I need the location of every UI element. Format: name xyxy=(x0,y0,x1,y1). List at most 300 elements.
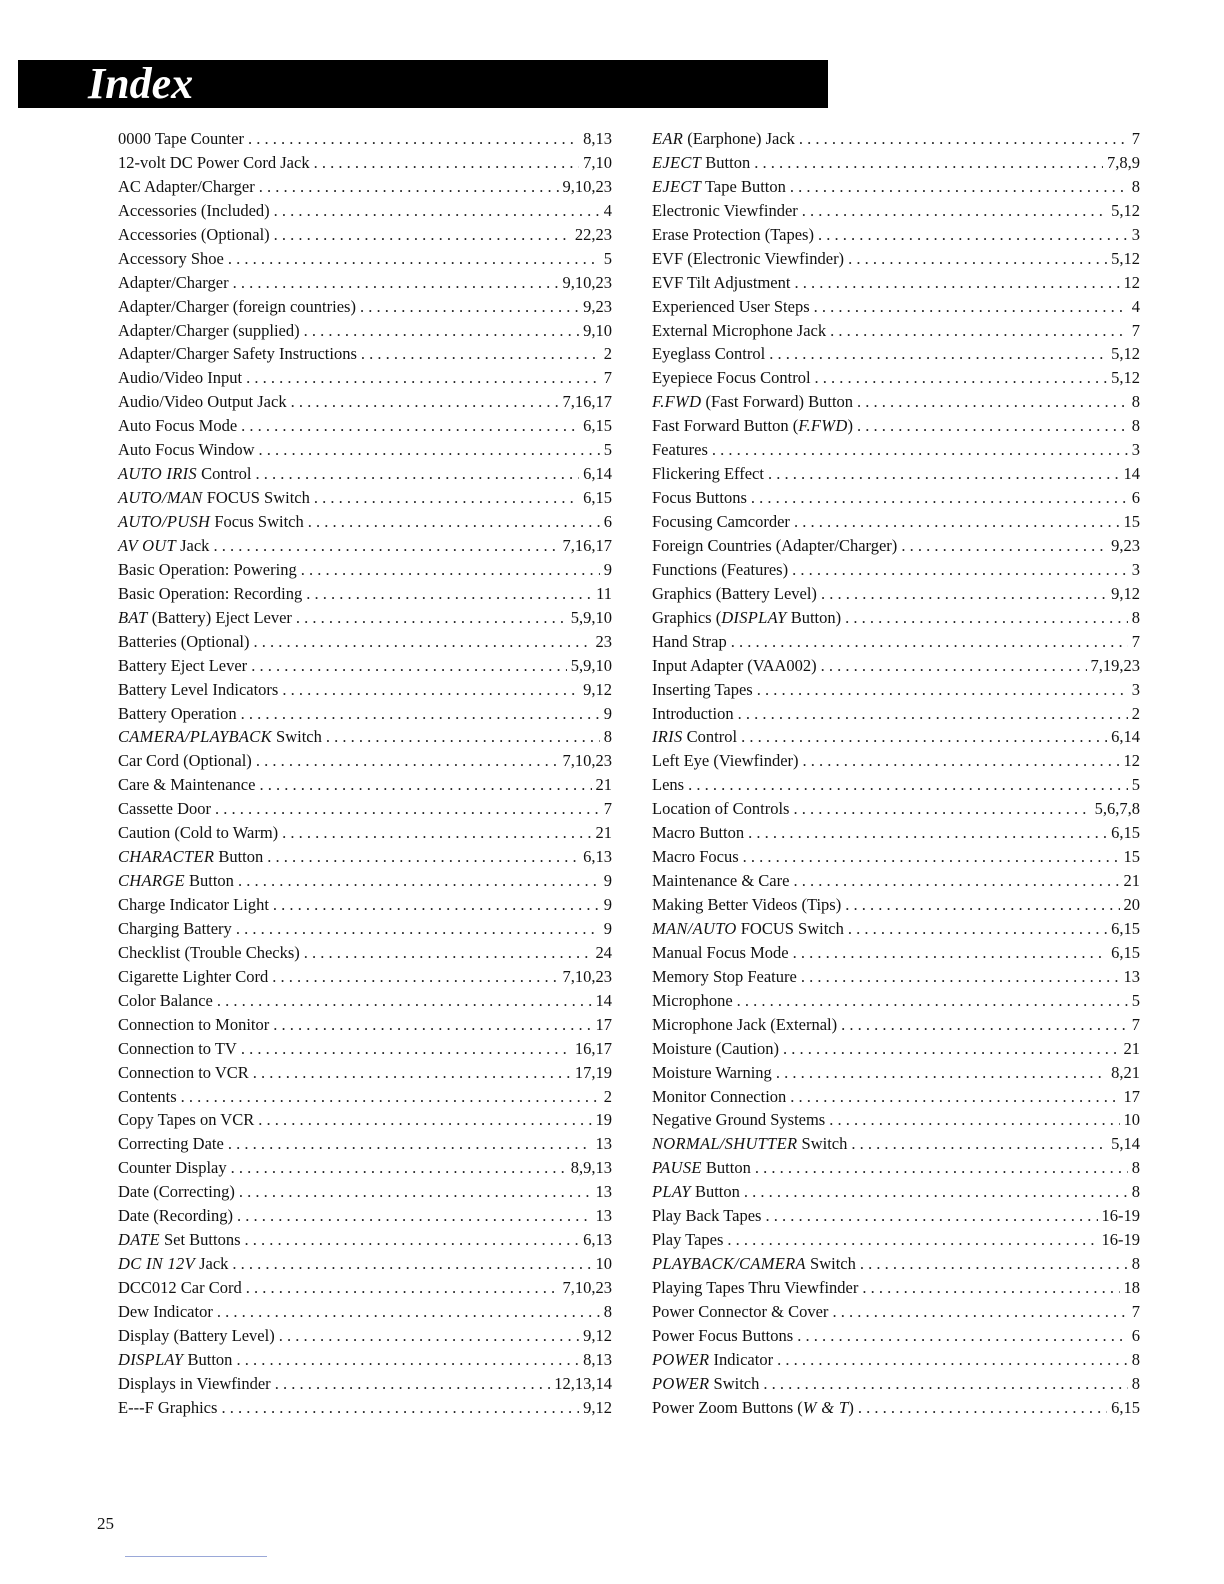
dot-leader xyxy=(755,1158,1128,1178)
index-term-keyword: DISPLAY xyxy=(118,1349,184,1369)
index-term xyxy=(652,249,844,269)
index-term-text: E---F Graphics xyxy=(118,1397,218,1417)
index-term xyxy=(118,991,213,1011)
index-entry xyxy=(118,1039,612,1063)
index-page-refs: 9,12 xyxy=(583,1325,612,1345)
index-term-text: Button xyxy=(183,1349,233,1369)
index-entry xyxy=(652,799,1140,823)
index-page-refs: 8,21 xyxy=(1111,1062,1140,1082)
index-term xyxy=(118,1254,228,1274)
index-page-refs: 6,15 xyxy=(1111,823,1140,843)
index-page-refs: 18 xyxy=(1123,1278,1140,1297)
index-entry xyxy=(652,1134,1140,1158)
dot-leader xyxy=(793,799,1090,819)
index-term xyxy=(652,967,797,987)
index-term xyxy=(652,464,764,484)
index-term-keyword: DISPLAY xyxy=(721,607,787,627)
dot-leader xyxy=(741,727,1107,747)
index-page-refs: 5,12 xyxy=(1111,344,1140,364)
index-term-text: Electronic Viewfinder xyxy=(652,200,798,220)
index-entry xyxy=(652,1326,1140,1350)
dot-leader xyxy=(314,153,580,173)
dot-leader xyxy=(841,1015,1128,1035)
index-entry xyxy=(652,847,1140,871)
index-term xyxy=(652,632,727,652)
dot-leader xyxy=(246,368,600,388)
index-term-keyword: IRIS xyxy=(652,727,683,747)
dot-leader xyxy=(272,967,558,987)
index-page-refs: 8 xyxy=(1131,392,1140,412)
dot-leader xyxy=(797,1326,1128,1346)
index-term-keyword: F.FWD xyxy=(798,416,848,436)
index-entry xyxy=(118,368,612,392)
index-term xyxy=(118,799,211,819)
index-page-refs: 13 xyxy=(595,1182,612,1202)
index-entry xyxy=(652,225,1140,249)
index-term-text: Play Tapes xyxy=(652,1230,724,1250)
index-page-refs: 3 xyxy=(1131,440,1140,460)
index-term xyxy=(652,177,786,197)
index-page-refs: 8 xyxy=(1131,1254,1140,1274)
index-term-keyword: AUTO/MAN xyxy=(118,488,203,508)
index-term-text: Adapter/Charger xyxy=(118,272,229,292)
index-page-refs: 7 xyxy=(1131,1301,1140,1321)
index-entry xyxy=(118,967,612,991)
index-entry xyxy=(118,632,612,656)
index-term-keyword: F.FWD xyxy=(652,392,702,412)
index-term xyxy=(118,967,268,987)
index-term-text: Auto Focus Window xyxy=(118,440,255,460)
index-page-refs: 4 xyxy=(603,200,612,220)
index-term-keyword: POWER xyxy=(652,1349,710,1369)
dot-leader xyxy=(738,704,1128,724)
dot-leader xyxy=(228,249,600,269)
index-page-refs: 3 xyxy=(1131,559,1140,579)
index-page-refs: 9,10,23 xyxy=(562,176,612,196)
index-entry xyxy=(652,153,1140,177)
index-entry xyxy=(652,321,1140,345)
index-term xyxy=(118,1374,271,1394)
index-page-refs: 6 xyxy=(1131,1325,1140,1345)
index-entry xyxy=(118,943,612,967)
dot-leader xyxy=(239,1182,592,1202)
dot-leader xyxy=(228,1134,592,1154)
index-entry xyxy=(118,656,612,680)
index-term xyxy=(118,392,287,412)
index-column-left xyxy=(118,129,612,1422)
index-term-text: Erase Protection (Tapes) xyxy=(652,224,814,244)
index-term xyxy=(652,1206,761,1226)
index-term-text: Correcting Date xyxy=(118,1134,224,1154)
dot-leader xyxy=(258,1110,591,1130)
index-term-text: Counter Display xyxy=(118,1158,227,1178)
index-term-text: Battery Eject Lever xyxy=(118,655,248,675)
index-term xyxy=(118,1063,249,1083)
index-term-text: Accessories (Included) xyxy=(118,200,270,220)
index-entry xyxy=(652,1087,1140,1111)
index-entry xyxy=(652,775,1140,799)
index-term-text: ) xyxy=(847,416,854,436)
index-term xyxy=(652,1254,856,1274)
dot-leader xyxy=(799,129,1128,149)
index-term-text: Battery Operation xyxy=(118,703,237,723)
index-page-refs: 7 xyxy=(603,368,612,388)
index-page-refs: 10 xyxy=(1123,1110,1140,1130)
dot-leader xyxy=(790,177,1128,197)
index-page-refs: 5,9,10 xyxy=(570,607,612,627)
index-term-text: Graphics (Battery Level) xyxy=(652,583,817,603)
dot-leader xyxy=(267,847,579,867)
index-page-refs: 2 xyxy=(603,1086,612,1106)
index-term-text: Dew Indicator xyxy=(118,1301,213,1321)
index-term-text: AC Adapter/Charger xyxy=(118,176,255,196)
index-entry xyxy=(118,201,612,225)
index-term xyxy=(118,344,357,364)
dot-leader xyxy=(688,775,1128,795)
dot-leader xyxy=(776,1063,1107,1083)
index-entry xyxy=(652,751,1140,775)
index-term-text: Basic Operation: Recording xyxy=(118,583,303,603)
index-page-refs: 7,16,17 xyxy=(562,535,612,555)
index-entry xyxy=(652,201,1140,225)
index-term xyxy=(118,1039,237,1059)
dot-leader xyxy=(251,656,567,676)
index-term xyxy=(118,201,270,221)
index-page-refs: 21 xyxy=(1123,1038,1140,1058)
dot-leader xyxy=(259,440,600,460)
index-term-text: EVF Tilt Adjustment xyxy=(652,272,791,292)
index-page-refs: 8,9,13 xyxy=(570,1158,612,1178)
index-term-prefix: Power Zoom Buttons ( xyxy=(652,1397,803,1417)
index-term-text: Button xyxy=(701,152,751,172)
index-page-refs: 6 xyxy=(603,512,612,531)
dot-leader xyxy=(845,895,1119,915)
dot-leader xyxy=(768,464,1120,484)
index-term-keyword: EJECT xyxy=(652,176,702,196)
dot-leader xyxy=(308,512,600,532)
dot-leader xyxy=(769,344,1107,364)
index-page-refs: 5,12 xyxy=(1111,248,1140,268)
index-term xyxy=(118,632,250,652)
dot-leader xyxy=(246,1278,559,1298)
index-entry xyxy=(652,368,1140,392)
dot-leader xyxy=(815,368,1108,388)
dot-leader xyxy=(217,991,592,1011)
index-entry xyxy=(118,1110,612,1134)
index-term-keyword: PLAYBACK/CAMERA xyxy=(652,1254,806,1274)
index-term xyxy=(652,943,789,963)
dot-leader xyxy=(830,321,1128,341)
dot-leader xyxy=(361,344,600,364)
index-term xyxy=(118,440,255,460)
index-entry xyxy=(652,560,1140,584)
index-term xyxy=(652,512,790,532)
index-entry xyxy=(652,512,1140,536)
dot-leader xyxy=(794,273,1119,293)
index-entry xyxy=(118,129,612,153)
index-entry xyxy=(118,1230,612,1254)
index-term xyxy=(118,823,278,843)
index-entry xyxy=(652,464,1140,488)
index-page-refs: 3 xyxy=(1131,224,1140,244)
index-entry xyxy=(118,344,612,368)
index-page-refs: 5 xyxy=(1131,775,1140,795)
dot-leader xyxy=(801,967,1120,987)
dot-leader xyxy=(783,1039,1120,1059)
index-page-refs: 7 xyxy=(1131,1014,1140,1034)
index-page-refs: 7,10,23 xyxy=(562,1278,612,1297)
dot-leader xyxy=(818,225,1128,245)
index-term-text: Button xyxy=(690,1182,740,1202)
dot-leader xyxy=(233,273,559,293)
index-term-text: (Battery) Eject Lever xyxy=(147,607,292,627)
index-term xyxy=(652,871,789,891)
index-column-right xyxy=(652,129,1140,1422)
index-term xyxy=(118,225,270,245)
index-term-text: Cassette Door xyxy=(118,799,212,819)
index-term-text: Switch xyxy=(797,1134,848,1154)
index-page-refs: 16-19 xyxy=(1101,1206,1140,1226)
dot-leader xyxy=(238,871,600,891)
index-page-refs: 6,15 xyxy=(583,488,612,508)
index-entry xyxy=(652,249,1140,273)
index-entry xyxy=(652,1254,1140,1278)
index-page-refs: 14 xyxy=(1123,464,1140,484)
dot-leader xyxy=(754,153,1103,173)
index-term xyxy=(652,416,853,436)
index-page-refs: 7 xyxy=(1131,129,1140,148)
index-term-text: Connection to Monitor xyxy=(118,1014,270,1034)
dot-leader xyxy=(241,416,579,436)
index-entry xyxy=(118,560,612,584)
index-term-text: Caution (Cold to Warm) xyxy=(118,823,279,843)
index-term-text: Connection to VCR xyxy=(118,1062,249,1082)
index-entry xyxy=(118,1326,612,1350)
index-page-refs: 15 xyxy=(1123,847,1140,867)
index-page-refs: 24 xyxy=(595,942,612,962)
index-term xyxy=(652,392,853,412)
index-term-text: Button xyxy=(701,1158,751,1178)
index-term xyxy=(652,1087,786,1107)
index-term xyxy=(118,1278,242,1298)
index-term xyxy=(118,273,229,293)
index-term xyxy=(118,464,251,484)
index-page-refs: 8 xyxy=(603,1301,612,1321)
index-term xyxy=(652,129,795,149)
dot-leader xyxy=(275,1374,551,1394)
index-term xyxy=(118,775,255,795)
index-page-refs: 12,13,14 xyxy=(554,1373,612,1393)
index-term xyxy=(652,1182,740,1202)
index-term-text: Contents xyxy=(118,1086,177,1106)
dot-leader xyxy=(832,1302,1127,1322)
index-entry xyxy=(118,727,612,751)
dot-leader xyxy=(248,129,579,149)
index-term-text: Microphone Jack (External) xyxy=(652,1014,838,1034)
dot-leader xyxy=(763,1374,1127,1394)
index-term-text: Manual Focus Mode xyxy=(652,942,789,962)
index-term-text: Accessory Shoe xyxy=(118,248,224,268)
dot-leader xyxy=(217,1302,600,1322)
index-page-refs: 8 xyxy=(1131,1158,1140,1178)
index-term xyxy=(652,536,897,556)
dot-leader xyxy=(282,680,579,700)
index-term xyxy=(118,177,255,197)
dot-leader xyxy=(862,1278,1119,1298)
index-entry xyxy=(118,392,612,416)
dot-leader xyxy=(858,1398,1107,1418)
index-term-text: Lens xyxy=(652,775,685,795)
index-term xyxy=(652,153,750,173)
index-term xyxy=(652,919,844,939)
index-page-refs: 9,12 xyxy=(1111,583,1140,603)
index-page-refs: 8 xyxy=(1131,416,1140,436)
index-term-text: Jack xyxy=(175,535,210,555)
index-term xyxy=(118,512,304,532)
index-term-text: Date (Recording) xyxy=(118,1206,233,1226)
index-term-text: Charging Battery xyxy=(118,918,232,938)
index-term-text: FOCUS Switch xyxy=(736,918,844,938)
dot-leader xyxy=(851,1134,1107,1154)
index-term-keyword: CHARGE xyxy=(118,871,185,891)
index-term xyxy=(118,1350,232,1370)
index-term xyxy=(118,1182,235,1202)
index-term xyxy=(652,799,789,819)
dot-leader xyxy=(274,201,600,221)
index-term-text: Making Better Videos (Tips) xyxy=(652,895,842,914)
dot-leader xyxy=(304,321,580,341)
index-entry xyxy=(118,919,612,943)
dot-leader xyxy=(848,249,1107,269)
index-term-text: Cigarette Lighter Cord xyxy=(118,966,269,986)
index-entry xyxy=(118,1398,612,1422)
index-term-keyword: MAN/AUTO xyxy=(652,918,737,938)
index-page-refs: 6,14 xyxy=(1111,727,1140,747)
index-term-text: EVF (Electronic Viewfinder) xyxy=(652,248,845,268)
index-entry xyxy=(118,1015,612,1039)
dot-leader xyxy=(757,680,1128,700)
index-entry xyxy=(652,1039,1140,1063)
index-term-text: Adapter/Charger (foreign countries) xyxy=(118,296,356,316)
index-term xyxy=(118,321,300,341)
index-entry xyxy=(652,1015,1140,1039)
dot-leader xyxy=(236,919,600,939)
index-term-text: Control xyxy=(682,727,738,747)
index-entry xyxy=(118,751,612,775)
index-term-text: Car Cord (Optional) xyxy=(118,751,252,771)
index-entry xyxy=(652,1230,1140,1254)
index-term-text: Monitor Connection xyxy=(652,1086,787,1106)
dot-leader xyxy=(279,1326,579,1346)
index-entry xyxy=(118,464,612,488)
index-term xyxy=(118,584,302,604)
index-entry xyxy=(652,656,1140,680)
index-page-refs: 17,19 xyxy=(574,1062,612,1082)
index-term xyxy=(652,560,788,580)
index-term-text: Auto Focus Mode xyxy=(118,416,238,436)
index-term-keyword: CHARACTER xyxy=(118,847,215,867)
index-page-refs: 8 xyxy=(603,727,612,747)
index-term-text: Foreign Countries (Adapter/Charger) xyxy=(652,535,898,555)
dot-leader xyxy=(241,704,600,724)
dot-leader xyxy=(803,751,1120,771)
index-page-refs: 6,15 xyxy=(583,416,612,436)
index-page-refs: 11 xyxy=(596,583,612,603)
dot-leader xyxy=(857,416,1128,436)
index-term-keyword: PAUSE xyxy=(652,1158,702,1178)
index-entry xyxy=(652,919,1140,943)
dot-leader xyxy=(829,1110,1119,1130)
index-term-text: Power Focus Buttons xyxy=(652,1325,794,1345)
index-page-refs: 12 xyxy=(1123,272,1140,292)
index-term-text: Memory Stop Feature xyxy=(652,966,797,986)
index-term xyxy=(652,895,841,915)
index-page-refs: 5,12 xyxy=(1111,200,1140,220)
index-term xyxy=(652,1039,779,1059)
index-term-text: Moisture (Caution) xyxy=(652,1038,779,1058)
dot-leader xyxy=(215,799,600,819)
index-term xyxy=(652,201,798,221)
index-term xyxy=(652,751,799,771)
index-page-refs: 19 xyxy=(595,1110,612,1130)
index-entry xyxy=(652,273,1140,297)
index-page-refs: 22,23 xyxy=(574,224,612,244)
dot-leader xyxy=(291,392,559,412)
index-term xyxy=(652,1063,772,1083)
dot-leader xyxy=(274,225,571,245)
index-term xyxy=(652,680,753,700)
index-page-refs: 21 xyxy=(595,823,612,843)
dot-leader xyxy=(256,751,559,771)
index-term xyxy=(118,871,234,891)
index-page-refs: 8 xyxy=(1131,176,1140,196)
index-term-text: Connection to TV xyxy=(118,1038,237,1058)
dot-leader xyxy=(296,608,567,628)
index-page-refs: 13 xyxy=(595,1134,612,1154)
index-entry xyxy=(652,1110,1140,1134)
index-entry xyxy=(118,273,612,297)
index-term-text: (Earphone) Jack xyxy=(683,129,795,148)
index-term-text: Tape Button xyxy=(701,176,786,196)
index-term-text: Charge Indicator Light xyxy=(118,895,269,914)
index-page-refs: 23 xyxy=(595,631,612,651)
index-entry xyxy=(118,249,612,273)
dot-leader xyxy=(306,584,592,604)
index-term xyxy=(118,1110,254,1130)
index-term xyxy=(652,368,811,388)
index-term-text: Macro Button xyxy=(652,823,745,843)
index-term-prefix: Graphics ( xyxy=(652,607,722,627)
index-term-keyword: W & T xyxy=(802,1397,849,1417)
index-term-text: Eyepiece Focus Control xyxy=(652,368,811,388)
dot-leader xyxy=(273,895,600,915)
index-entry xyxy=(118,799,612,823)
index-term-text: Jack xyxy=(194,1254,229,1274)
index-entry xyxy=(118,1374,612,1398)
index-term xyxy=(652,823,744,843)
index-term xyxy=(118,727,322,747)
index-term-text: Date (Correcting) xyxy=(118,1182,235,1202)
index-entry xyxy=(652,177,1140,201)
index-term-text: Adapter/Charger (supplied) xyxy=(118,320,300,340)
index-page-refs: 8 xyxy=(1131,607,1140,627)
dot-leader xyxy=(236,1350,579,1370)
index-term-text: Hand Strap xyxy=(652,631,727,651)
index-entry xyxy=(118,297,612,321)
index-term-keyword: DATE xyxy=(118,1230,160,1250)
index-term xyxy=(652,656,817,676)
index-term xyxy=(118,1398,217,1418)
